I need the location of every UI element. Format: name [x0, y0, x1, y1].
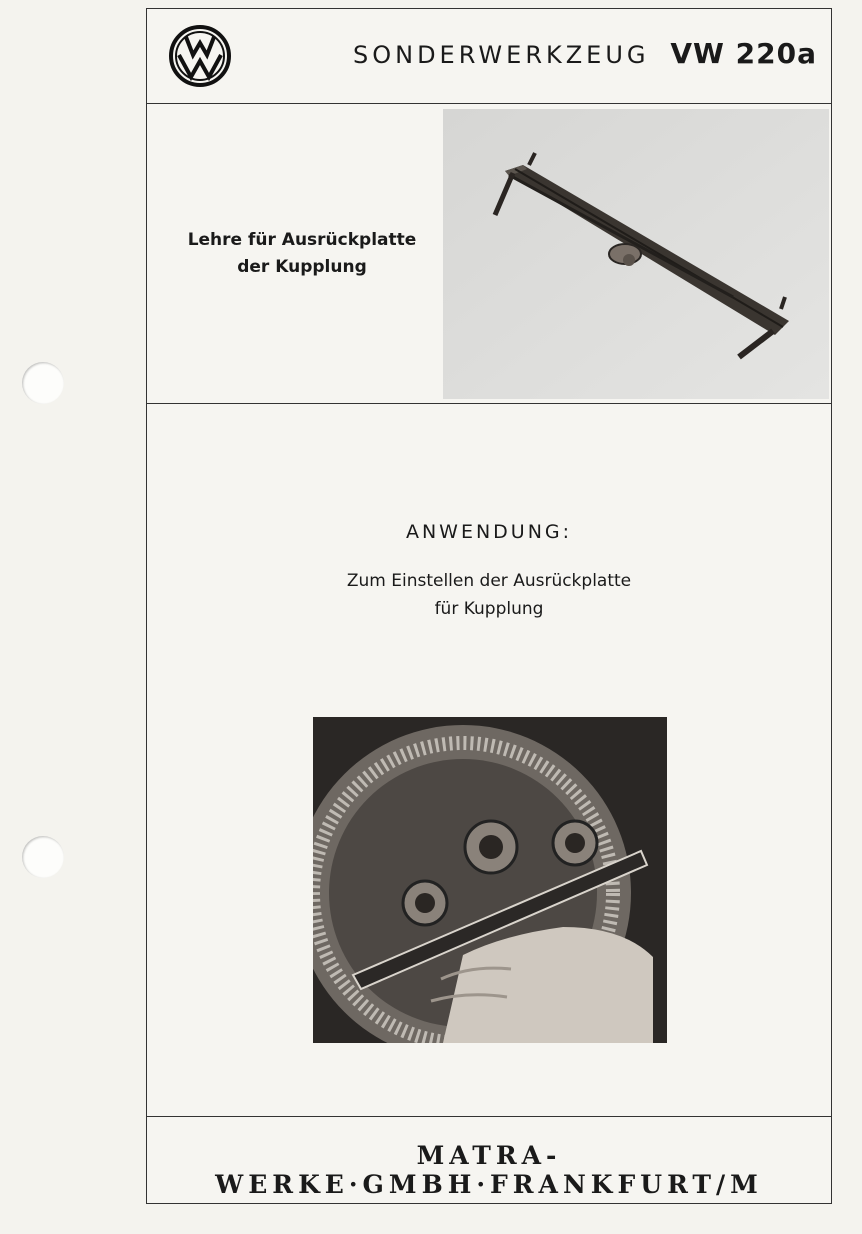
tool-label-line2: der Kupplung: [237, 257, 367, 277]
footer-divider: [147, 1116, 831, 1117]
tool-label-line1: Lehre für Ausrückplatte: [187, 230, 417, 250]
page-title: SONDERWERKZEUG: [353, 41, 650, 69]
tool-section: [147, 103, 831, 404]
clutch-usage-photo: [313, 717, 667, 1043]
application-text-line2: für Kupplung: [434, 599, 544, 619]
application-text-line1: Zum Einstellen der Ausrückplatte: [346, 571, 632, 591]
application-heading: ANWENDUNG:: [405, 521, 573, 543]
header: [147, 9, 831, 104]
tool-photo: [443, 109, 829, 399]
document-sheet: [146, 8, 832, 1204]
tool-label: [167, 227, 437, 281]
punch-hole-top: [22, 362, 64, 404]
punch-hole-bottom: [22, 836, 64, 878]
tool-code: VW 220a: [670, 37, 817, 70]
footer-company: MATRA-WERKE·GMBH·FRANKFURT/M: [215, 1141, 763, 1199]
application-text: [147, 567, 831, 623]
vw-logo-icon: [169, 25, 231, 87]
